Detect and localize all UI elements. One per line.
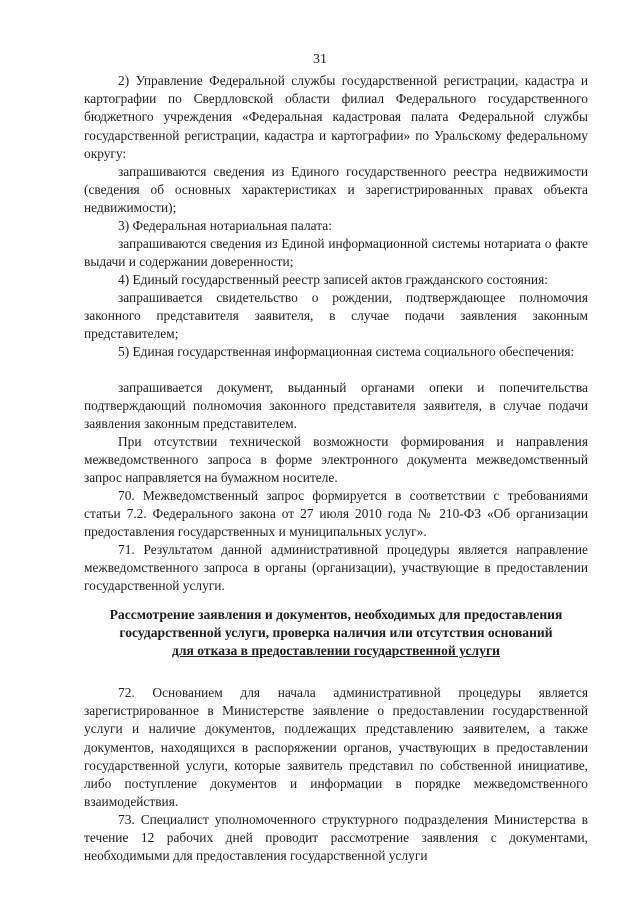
paragraph-no-technical-possibility: При отсутствии технической возможности формирования и направления межведомственного запроса в форме электронного документа межведомственный запрос направляется на бумажном носителе. (84, 434, 588, 486)
paragraph-item-4-details: запрашивается свидетельство о рождении, подтверждающее полномочия законного представителя заявителя, в случае подачи заявления законным представителем; (84, 290, 588, 342)
page-number: 31 (313, 52, 327, 67)
paragraph-70: 70. Межведомственный запрос формируется в соответствии с требованиями статьи 7.2. Федерального закона от 27 июля 2010 года № 210-ФЗ «Об организации предоставления государственных и муниципальных услуг». (84, 488, 588, 540)
paragraph-item-3-details: запрашиваются сведения из Единой информационной системы нотариата о факте выдачи и содержании доверенности; (84, 236, 588, 270)
paragraph-item-5: 5) Единая государственная информационная система социального обеспечения: (118, 344, 575, 359)
paragraph-item-4: 4) Единый государственный реестр записей актов гражданского состояния: (118, 272, 548, 287)
section-heading-line-1: Рассмотрение заявления и документов, необходимых для предоставления (109, 607, 563, 622)
paragraph-item-2: 2) Управление Федеральной службы государственной регистрации, кадастра и картографии по Свердловской области филиал Федерального государственного бюджетного учреждения «Федеральная кадастровая палата Федеральной службы государственной регистрации, кадастра и картографии» по Уральскому федеральному округу: (84, 73, 588, 161)
section-heading-line-3: для отказа в предоставлении государственной услуги (172, 643, 500, 659)
paragraph-71: 71. Результатом данной административной процедуры является направление межведомственного запроса в органы (организации), участвующие в предоставлении государственной услуги. (84, 542, 588, 594)
paragraph-item-5-details: запрашивается документ, выданный органами опеки и попечительства подтверждающий полномочия законного представителя заявителя, в случае подачи заявления законным представителем. (84, 380, 588, 432)
section-heading (80, 606, 592, 661)
paragraph-item-3: 3) Федеральная нотариальная палата: (118, 218, 332, 233)
paragraph-item-2-details: запрашиваются сведения из Единого государственного реестра недвижимости (сведения об основных характеристиках и зарегистрированных правах объекта недвижимости); (84, 164, 588, 216)
paragraph-73: 73. Специалист уполномоченного структурного подразделения Министерства в течение 12 рабочих дней проводит рассмотрение заявления с документами, необходимыми для предоставления государственной услуги (84, 812, 588, 864)
section-heading-line-2: государственной услуги, проверка наличия или отсутствия оснований (119, 625, 553, 641)
paragraph-72: 72. Основанием для начала административной процедуры является зарегистрированное в Министерстве заявление о предоставлении государственной услуги и наличие документов, подлежащих представлению заявителем, а также документов, находящихся в распоряжении органов, участвующих в предоставлении государственной услуги, которые заявитель представил по собственной инициативе, либо поступление документов и информации в порядке межведомственного взаимодействия. (84, 685, 588, 810)
